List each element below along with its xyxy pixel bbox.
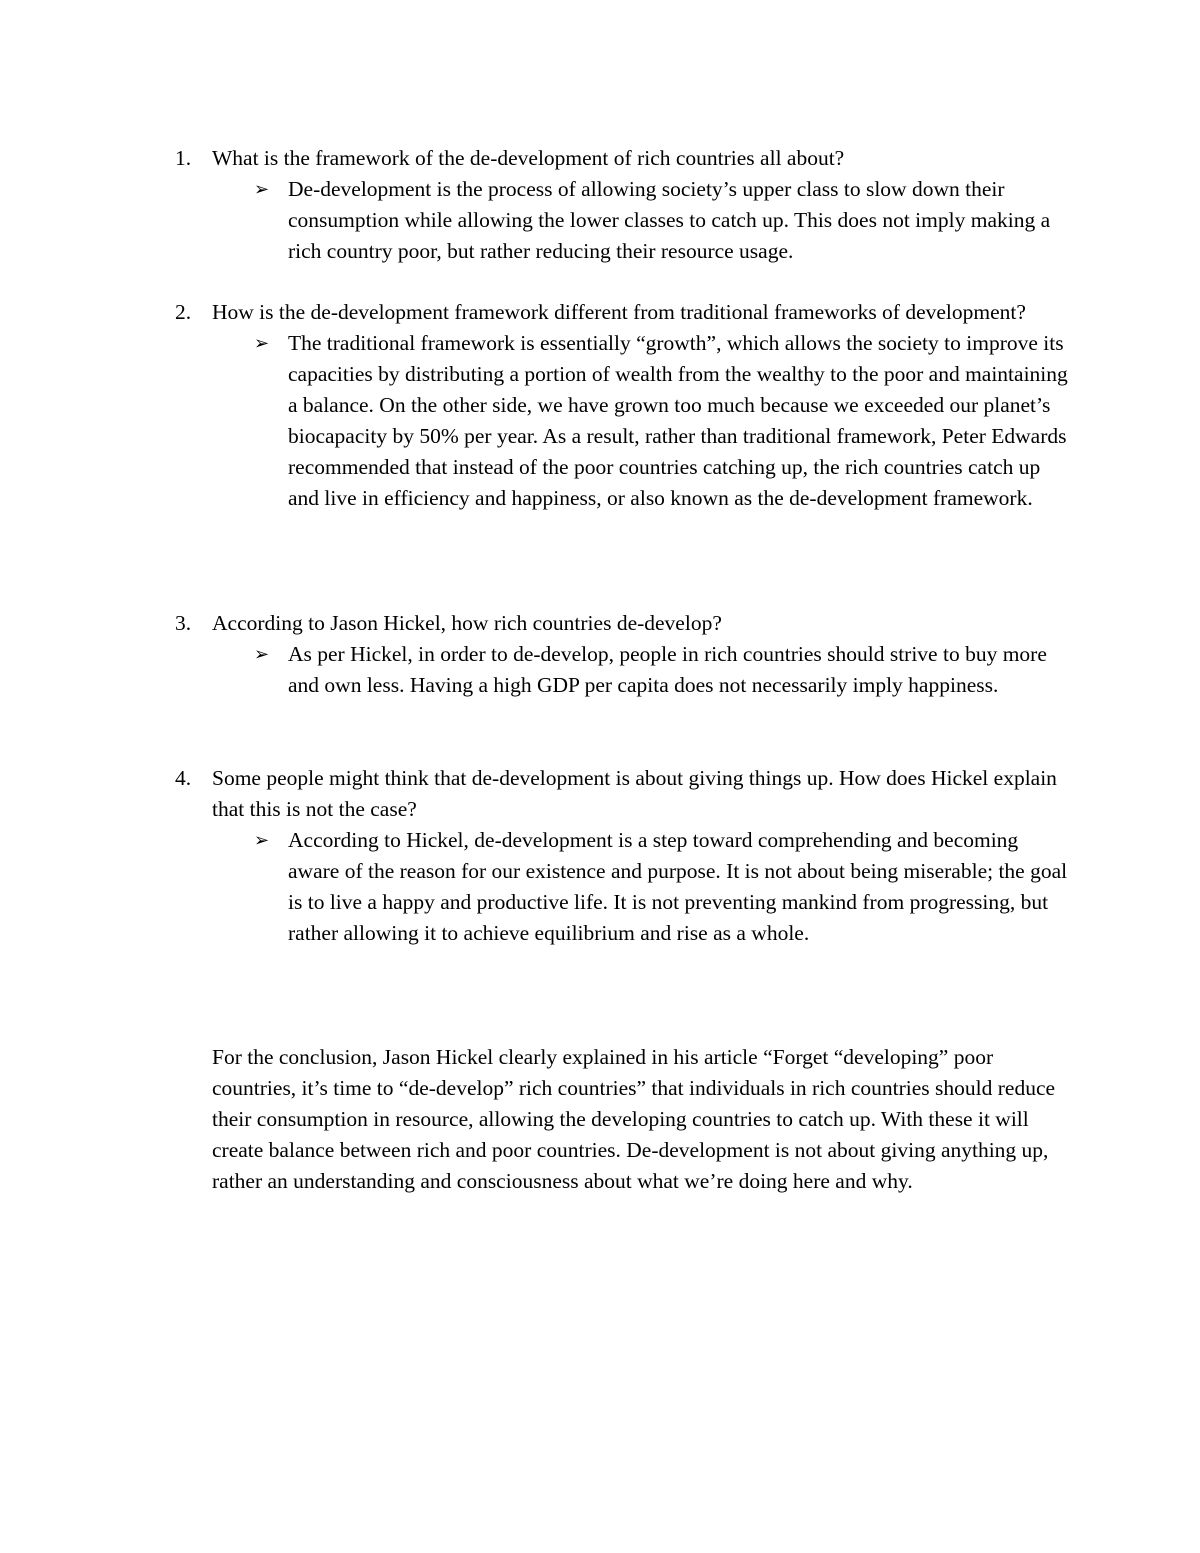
question-number: 1.: [175, 146, 192, 170]
question-3: [0, 608, 1072, 639]
question-text: How is the de-development framework different from traditional frameworks of development?: [212, 300, 1026, 324]
answer-text: De-development is the process of allowing society’s upper class to slow down their consumption while allowing the lower classes to catch up. This does not imply making a rich country poor, but rather reducing their resource usage.: [288, 177, 1051, 263]
question-text: According to Jason Hickel, how rich countries de-develop?: [212, 611, 722, 635]
question-text: What is the framework of the de-development of rich countries all about?: [212, 146, 845, 170]
question-1: [0, 143, 1072, 174]
question-2: [0, 297, 1072, 328]
question-text: Some people might think that de-development is about giving things up. How does Hickel explain that this is not the case?: [212, 766, 1057, 821]
arrowhead-bullet-icon: ➢: [254, 644, 270, 665]
answer-1: [0, 174, 1068, 267]
question-item-4: [0, 763, 1200, 949]
arrowhead-bullet-icon: ➢: [254, 333, 270, 354]
question-number: 3.: [175, 611, 192, 635]
question-item-3: [0, 608, 1200, 701]
question-item-1: [0, 143, 1200, 267]
question-4: [0, 763, 1072, 825]
answer-4: [0, 825, 1068, 949]
answer-3: [0, 639, 1068, 701]
question-number: 2.: [175, 300, 192, 324]
answer-text: According to Hickel, de-development is a step toward comprehending and becoming aware of the reason for our existence and purpose. It is not about being miserable; the goal is to live a happy and productive life. It is not preventing mankind from progressing, but rather allowing it to achieve equilibrium and rise as a whole.: [288, 828, 1068, 945]
answer-text: The traditional framework is essentially “growth”, which allows the society to improve its capacities by distributing a portion of wealth from the wealthy to the poor and maintaining a balance. On the other side, we have grown too much because we exceeded our planet’s biocapacity by 50% per year. As a result, rather than traditional framework, Peter Edwards recommended that instead of the poor countries catching up, the rich countries catch up and live in efficiency and happiness, or also known as the de-development framework.: [288, 331, 1068, 510]
answer-text: As per Hickel, in order to de-develop, people in rich countries should strive to buy more and own less. Having a high GDP per capita does not necessarily imply happiness.: [288, 642, 1047, 697]
question-item-2: [0, 297, 1200, 514]
arrowhead-bullet-icon: ➢: [254, 830, 270, 851]
arrowhead-bullet-icon: ➢: [254, 179, 270, 200]
question-number: 4.: [175, 766, 192, 790]
conclusion-paragraph: For the conclusion, Jason Hickel clearly explained in his article “Forget “developing” poor countries, it’s time to “de-develop” rich countries” that individuals in rich countries should reduce their consumption in resource, allowing the developing countries to catch up. With these it will create balance between rich and poor countries. De-development is not about giving anything up, rather an understanding and consciousness about what we’re doing here and why.: [212, 1045, 1056, 1193]
answer-2: [0, 328, 1068, 514]
